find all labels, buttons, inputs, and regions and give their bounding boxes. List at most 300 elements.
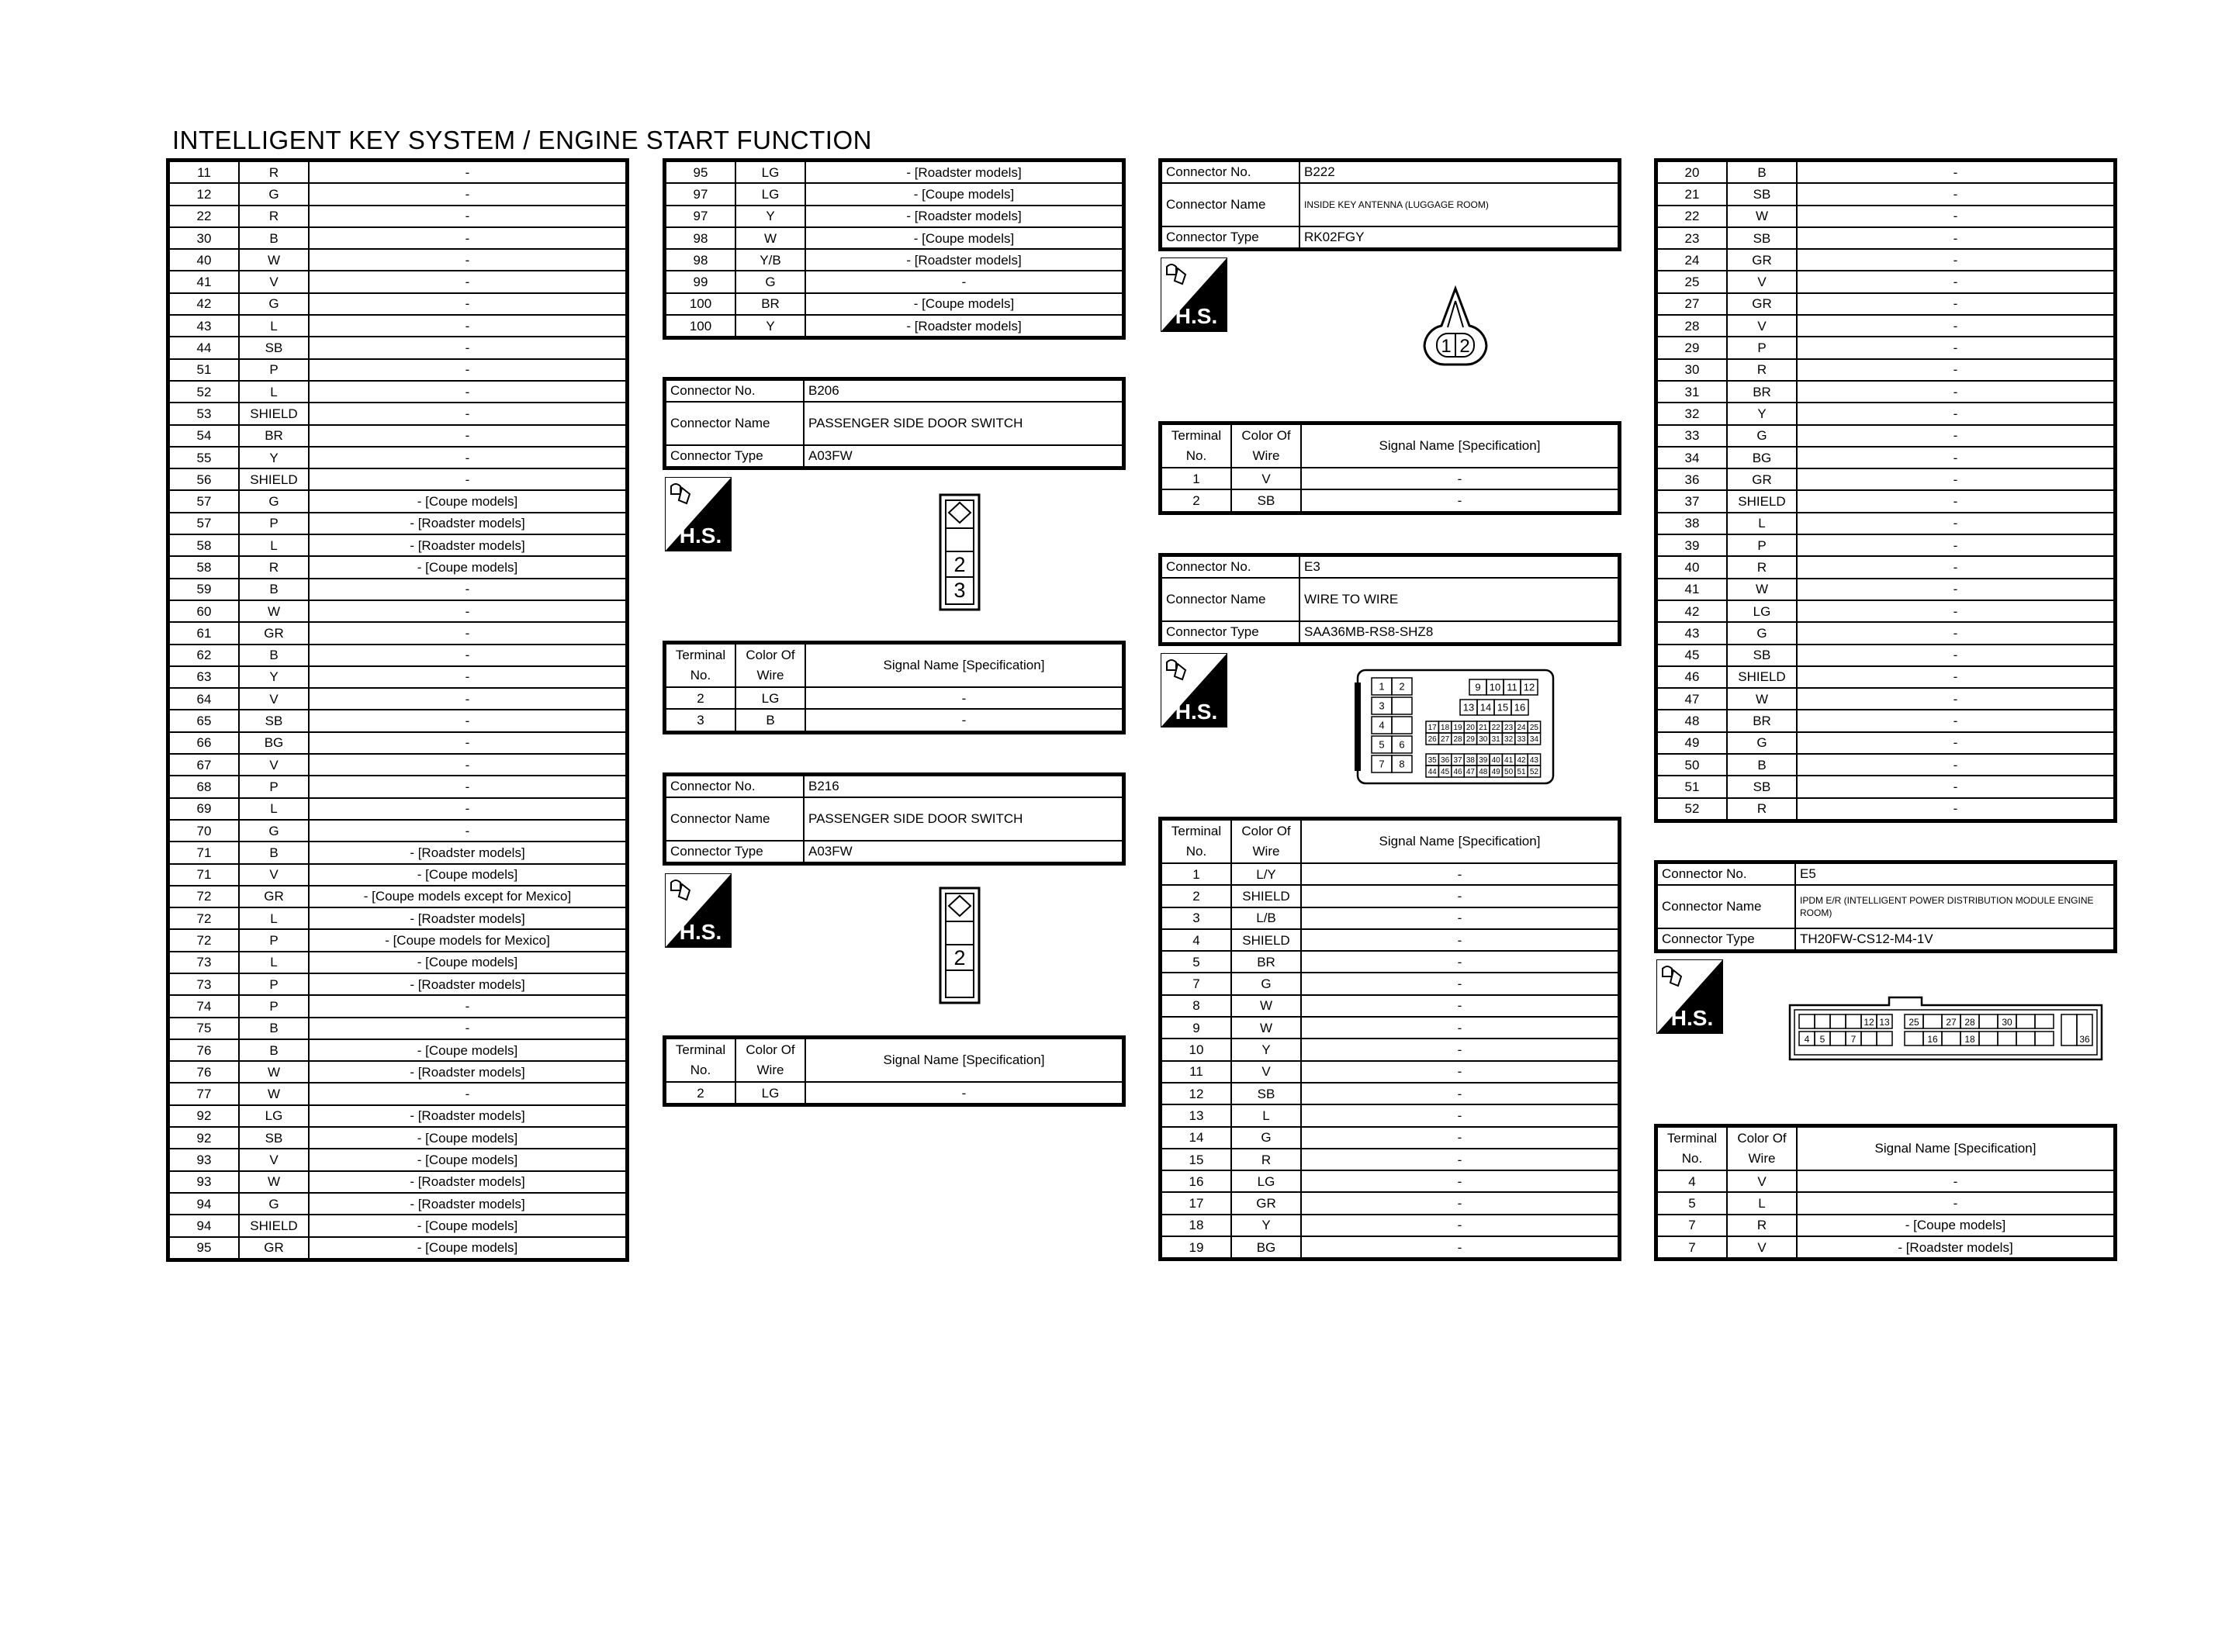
- table-row: [1657, 315, 2114, 337]
- wire-color-cell: BG: [239, 732, 309, 754]
- b216-connector-face: [939, 886, 981, 1004]
- terminal-no-cell: 48: [1657, 710, 1727, 731]
- signal-name-cell: -: [1797, 359, 2114, 381]
- connector-info-e3: [1161, 555, 1619, 644]
- terminal-no-cell: 98: [666, 227, 735, 249]
- terminal-no-cell: 92: [169, 1127, 239, 1149]
- signal-name-cell: -: [309, 995, 626, 1017]
- table-row: [169, 403, 626, 424]
- table-row: [1161, 489, 1618, 511]
- wire-color-cell: L: [239, 907, 309, 929]
- wire-color-cell: P: [1727, 337, 1797, 358]
- wire-color-cell: L/B: [1231, 907, 1301, 929]
- svg-text:2: 2: [953, 946, 966, 969]
- table-row: [1657, 579, 2114, 600]
- hs-harness-side-icon: [1656, 959, 1723, 1034]
- terminal-no-cell: 57: [169, 513, 239, 534]
- signal-name-cell: -: [1301, 1061, 1618, 1083]
- color-of-wire-header: Color Of Wire: [735, 1039, 805, 1082]
- terminal-table-b216: [665, 1038, 1123, 1104]
- wire-color-cell: L: [239, 315, 309, 337]
- signal-name-cell: -: [1301, 1017, 1618, 1039]
- signal-name-cell: - [Coupe models]: [805, 293, 1123, 315]
- wire-color-cell: GR: [239, 886, 309, 907]
- wire-color-cell: G: [239, 820, 309, 842]
- connector-name-value: IPDM E/R (INTELLIGENT POWER DISTRIBUTION MODULE ENGINE ROOM): [1795, 885, 2114, 928]
- signal-name-cell: -: [1301, 1083, 1618, 1104]
- signal-name-cell: - [Roadster models]: [309, 842, 626, 863]
- wire-color-cell: GR: [1727, 293, 1797, 315]
- signal-name-cell: -: [1301, 951, 1618, 973]
- signal-name-cell: -: [1301, 1170, 1618, 1192]
- table-row: [1657, 754, 2114, 776]
- table-row: [1657, 1192, 2114, 1214]
- terminal-no-cell: 9: [1161, 1017, 1231, 1039]
- table-row: [1657, 645, 2114, 666]
- svg-text:5: 5: [1379, 738, 1385, 751]
- table-row: [169, 227, 626, 249]
- svg-text:1: 1: [1379, 680, 1385, 693]
- svg-text:17: 17: [1427, 724, 1437, 733]
- svg-text:5: 5: [1819, 1034, 1825, 1045]
- svg-text:27: 27: [1441, 735, 1450, 745]
- terminal-no-cell: 42: [169, 293, 239, 315]
- terminal-no-cell: 19: [1161, 1236, 1231, 1258]
- wire-color-cell: SB: [239, 337, 309, 358]
- svg-text:46: 46: [1453, 768, 1462, 777]
- wire-color-cell: Y: [1231, 1039, 1301, 1060]
- svg-text:13: 13: [1879, 1017, 1890, 1028]
- terminal-no-cell: 64: [169, 688, 239, 710]
- signal-name-cell: - [Roadster models]: [805, 249, 1123, 271]
- table-row: [169, 1039, 626, 1061]
- terminal-no-cell: 7: [1161, 973, 1231, 994]
- terminal-no-cell: 51: [1657, 776, 1727, 797]
- terminal-no-cell: 93: [169, 1149, 239, 1170]
- svg-text:32: 32: [1504, 735, 1514, 745]
- terminal-no-cell: 54: [169, 425, 239, 447]
- terminal-no-header: Terminal No.: [1161, 820, 1231, 863]
- terminal-table-e3-continued: [1656, 161, 2115, 821]
- svg-text:47: 47: [1466, 768, 1475, 777]
- wire-color-cell: G: [735, 271, 805, 292]
- terminal-no-cell: 4: [1657, 1170, 1727, 1192]
- wire-color-cell: R: [239, 556, 309, 578]
- svg-text:39: 39: [1479, 756, 1488, 766]
- table-row: [1657, 1170, 2114, 1192]
- svg-text:43: 43: [1529, 756, 1538, 766]
- wire-color-cell: SB: [239, 1127, 309, 1149]
- signal-name-cell: -: [1797, 206, 2114, 227]
- hs-harness-side-icon: [1161, 653, 1227, 728]
- terminal-table-e5: [1656, 1126, 2115, 1259]
- signal-name-cell: -: [1797, 534, 2114, 556]
- signal-name-cell: - [Coupe models except for Mexico]: [309, 886, 626, 907]
- table-row: [169, 907, 626, 929]
- svg-text:19: 19: [1453, 724, 1462, 733]
- terminal-no-cell: 46: [1657, 666, 1727, 688]
- signal-name-cell: -: [1301, 907, 1618, 929]
- hs-harness-side-icon: [1161, 257, 1227, 332]
- wire-color-cell: G: [1727, 732, 1797, 754]
- signal-name-cell: -: [1797, 271, 2114, 292]
- terminal-no-cell: 41: [169, 271, 239, 292]
- wire-color-cell: LG: [1231, 1170, 1301, 1192]
- signal-name-cell: -: [309, 447, 626, 468]
- table-row: [666, 249, 1123, 271]
- wire-color-cell: BG: [1231, 1236, 1301, 1258]
- table-row: [169, 973, 626, 995]
- table-row: [1161, 863, 1618, 885]
- svg-text:37: 37: [1453, 756, 1462, 766]
- terminal-no-cell: 2: [666, 687, 735, 709]
- signal-name-cell: -: [1301, 468, 1618, 489]
- table-row: [169, 864, 626, 886]
- connector-no-value: E5: [1795, 863, 2114, 885]
- table-row: [1657, 249, 2114, 271]
- wire-color-cell: Y: [239, 666, 309, 688]
- terminal-no-cell: 28: [1657, 315, 1727, 337]
- signal-name-cell: -: [1797, 1192, 2114, 1214]
- wire-color-cell: LG: [735, 161, 805, 183]
- table-row: [1657, 447, 2114, 468]
- table-row: [1657, 183, 2114, 205]
- table-row: [169, 776, 626, 797]
- signal-name-cell: - [Roadster models]: [309, 1171, 626, 1193]
- svg-text:49: 49: [1491, 768, 1500, 777]
- svg-text:34: 34: [1529, 735, 1538, 745]
- table-row: [1161, 1149, 1618, 1170]
- connector-no-label: Connector No.: [1657, 863, 1795, 885]
- table-row: [169, 183, 626, 205]
- signal-name-cell: -: [309, 359, 626, 381]
- e3-connector-face: [1355, 667, 1556, 786]
- table-row: [666, 161, 1123, 183]
- svg-text:36: 36: [1441, 756, 1450, 766]
- svg-text:6: 6: [1399, 738, 1405, 751]
- wire-color-cell: V: [1727, 1236, 1797, 1258]
- connector-name-value: INSIDE KEY ANTENNA (LUGGAGE ROOM): [1299, 183, 1618, 226]
- wire-color-cell: L: [1231, 1104, 1301, 1126]
- terminal-no-cell: 57: [169, 490, 239, 512]
- signal-name-cell: -: [309, 468, 626, 490]
- signal-name-cell: -: [309, 206, 626, 227]
- wire-color-cell: SB: [1231, 489, 1301, 511]
- signal-name-cell: -: [309, 403, 626, 424]
- table-row: [1657, 600, 2114, 622]
- signal-name-cell: -: [1797, 513, 2114, 534]
- svg-text:2: 2: [953, 553, 966, 576]
- signal-name-cell: -: [309, 688, 626, 710]
- table-row: [666, 687, 1123, 709]
- wire-color-cell: SHIELD: [1727, 666, 1797, 688]
- terminal-no-cell: 61: [169, 622, 239, 644]
- wire-color-cell: Y: [735, 206, 805, 227]
- svg-text:52: 52: [1529, 768, 1538, 777]
- svg-text:7: 7: [1850, 1034, 1857, 1045]
- terminal-table-continued: [665, 161, 1123, 337]
- connector-name-label: Connector Name: [1161, 183, 1299, 226]
- signal-name-cell: -: [309, 227, 626, 249]
- wire-color-cell: BR: [1727, 710, 1797, 731]
- table-row: [169, 1237, 626, 1259]
- wire-color-cell: P: [239, 359, 309, 381]
- svg-text:25: 25: [1909, 1017, 1919, 1028]
- connector-type-value: A03FW: [804, 445, 1123, 467]
- terminal-table-b222: [1161, 423, 1619, 513]
- signal-name-cell: -: [309, 666, 626, 688]
- signal-name-cell: - [Roadster models]: [309, 973, 626, 995]
- table-row: [169, 995, 626, 1017]
- table-row: [1161, 1039, 1618, 1060]
- connector-type-value: SAA36MB-RS8-SHZ8: [1299, 621, 1618, 643]
- signal-name-cell: -: [309, 732, 626, 754]
- table-row: [1657, 227, 2114, 249]
- signal-name-cell: -: [1301, 885, 1618, 907]
- svg-text:21: 21: [1479, 724, 1488, 733]
- connector-no-label: Connector No.: [666, 380, 804, 402]
- wire-color-cell: BR: [1231, 951, 1301, 973]
- table-row: [666, 206, 1123, 227]
- signal-name-header: Signal Name [Specification]: [1301, 424, 1618, 468]
- hs-harness-side-icon: [665, 873, 732, 948]
- table-row: [1657, 490, 2114, 512]
- table-row: [169, 579, 626, 600]
- connector-type-value: A03FW: [804, 841, 1123, 862]
- wire-color-cell: BR: [735, 293, 805, 315]
- wire-color-cell: GR: [1727, 249, 1797, 271]
- wire-color-cell: B: [735, 709, 805, 731]
- svg-text:H.S.: H.S.: [679, 524, 722, 548]
- table-row: [169, 1105, 626, 1127]
- terminal-no-cell: 24: [1657, 249, 1727, 271]
- terminal-no-cell: 2: [666, 1082, 735, 1104]
- terminal-no-cell: 27: [1657, 293, 1727, 315]
- svg-text:14: 14: [1479, 701, 1492, 714]
- signal-name-cell: -: [1797, 732, 2114, 754]
- table-row: [1657, 513, 2114, 534]
- signal-name-cell: -: [1797, 293, 2114, 315]
- table-row: [169, 952, 626, 973]
- terminal-no-cell: 50: [1657, 754, 1727, 776]
- wire-color-cell: G: [1727, 425, 1797, 447]
- terminal-no-cell: 60: [169, 600, 239, 622]
- wire-color-cell: BR: [1727, 381, 1797, 403]
- wire-color-cell: SB: [1231, 1083, 1301, 1104]
- signal-name-cell: -: [1797, 447, 2114, 468]
- table-row: [169, 1127, 626, 1149]
- terminal-no-cell: 43: [169, 315, 239, 337]
- signal-name-cell: -: [1797, 600, 2114, 622]
- terminal-no-cell: 2: [1161, 489, 1231, 511]
- wire-color-cell: G: [1727, 622, 1797, 644]
- signal-name-cell: -: [309, 645, 626, 666]
- connector-no-value: B216: [804, 776, 1123, 797]
- svg-text:20: 20: [1466, 724, 1475, 733]
- wire-color-cell: LG: [735, 183, 805, 205]
- table-row: [1161, 907, 1618, 929]
- table-row: [169, 359, 626, 381]
- wire-color-cell: R: [1727, 556, 1797, 578]
- table-row: [169, 425, 626, 447]
- svg-text:9: 9: [1475, 681, 1481, 693]
- color-of-wire-header: Color Of Wire: [1727, 1127, 1797, 1170]
- table-row: [169, 820, 626, 842]
- terminal-no-cell: 40: [169, 249, 239, 271]
- table-row: [1657, 359, 2114, 381]
- terminal-no-cell: 95: [169, 1237, 239, 1259]
- terminal-no-cell: 12: [1161, 1083, 1231, 1104]
- wire-color-cell: Y/B: [735, 249, 805, 271]
- terminal-table-main: [168, 161, 627, 1260]
- terminal-no-cell: 1: [1161, 863, 1231, 885]
- hs-harness-side-icon: [665, 477, 732, 551]
- wire-color-cell: B: [239, 842, 309, 863]
- b222-connector-face: [1415, 285, 1496, 368]
- signal-name-cell: -: [309, 425, 626, 447]
- terminal-no-cell: 23: [1657, 227, 1727, 249]
- table-row: [169, 688, 626, 710]
- table-row: [169, 315, 626, 337]
- wire-color-cell: Y: [1727, 403, 1797, 424]
- wire-color-cell: GR: [1231, 1192, 1301, 1214]
- signal-name-cell: -: [309, 249, 626, 271]
- wire-color-cell: L: [239, 952, 309, 973]
- svg-text:35: 35: [1427, 756, 1437, 766]
- svg-text:15: 15: [1497, 701, 1509, 714]
- terminal-no-cell: 21: [1657, 183, 1727, 205]
- wire-color-cell: W: [1727, 688, 1797, 710]
- svg-text:29: 29: [1466, 735, 1475, 745]
- svg-text:2: 2: [1459, 336, 1470, 357]
- signal-name-cell: -: [309, 1083, 626, 1104]
- signal-name-cell: -: [805, 687, 1123, 709]
- table-row: [169, 381, 626, 403]
- table-row: [1657, 425, 2114, 447]
- signal-name-cell: - [Roadster models]: [805, 161, 1123, 183]
- signal-name-cell: -: [1797, 337, 2114, 358]
- wire-color-cell: R: [239, 161, 309, 183]
- terminal-no-cell: 33: [1657, 425, 1727, 447]
- connector-no-value: B222: [1299, 161, 1618, 183]
- signal-name-cell: - [Coupe models]: [1797, 1215, 2114, 1236]
- table-row: [666, 293, 1123, 315]
- connector-info-b222: [1161, 161, 1619, 249]
- svg-text:30: 30: [2002, 1017, 2012, 1028]
- signal-name-cell: -: [309, 183, 626, 205]
- terminal-no-cell: 73: [169, 973, 239, 995]
- wire-color-cell: W: [239, 1171, 309, 1193]
- table-row: [1657, 337, 2114, 358]
- table-row: [1657, 688, 2114, 710]
- signal-name-cell: - [Roadster models]: [309, 1061, 626, 1083]
- signal-name-cell: -: [309, 776, 626, 797]
- table-row: [1657, 161, 2114, 183]
- svg-text:H.S.: H.S.: [679, 920, 722, 944]
- wire-color-cell: W: [735, 227, 805, 249]
- terminal-no-cell: 95: [666, 161, 735, 183]
- terminal-no-cell: 63: [169, 666, 239, 688]
- wire-color-cell: L: [239, 534, 309, 556]
- terminal-no-header: Terminal No.: [666, 644, 735, 687]
- wire-color-cell: L: [239, 798, 309, 820]
- svg-text:45: 45: [1441, 768, 1450, 777]
- wire-color-cell: V: [239, 688, 309, 710]
- signal-name-cell: -: [1797, 710, 2114, 731]
- wire-color-cell: LG: [1727, 600, 1797, 622]
- terminal-no-cell: 52: [1657, 798, 1727, 820]
- signal-name-cell: -: [1797, 579, 2114, 600]
- table-row: [169, 490, 626, 512]
- table-row: [169, 1083, 626, 1104]
- svg-text:8: 8: [1399, 758, 1405, 770]
- signal-name-cell: - [Coupe models for Mexico]: [309, 929, 626, 951]
- svg-text:28: 28: [1964, 1017, 1975, 1028]
- wire-color-cell: W: [239, 1083, 309, 1104]
- terminal-no-cell: 37: [1657, 490, 1727, 512]
- wire-color-cell: LG: [239, 1105, 309, 1127]
- terminal-no-cell: 58: [169, 534, 239, 556]
- wire-color-cell: SHIELD: [239, 1215, 309, 1236]
- wire-color-cell: SHIELD: [1727, 490, 1797, 512]
- table-row: [1657, 293, 2114, 315]
- signal-name-header: Signal Name [Specification]: [805, 644, 1123, 687]
- table-row: [169, 468, 626, 490]
- terminal-no-cell: 93: [169, 1171, 239, 1193]
- wire-color-cell: W: [239, 600, 309, 622]
- wire-color-cell: R: [1727, 1215, 1797, 1236]
- wire-color-cell: B: [239, 227, 309, 249]
- connector-no-label: Connector No.: [666, 776, 804, 797]
- signal-name-cell: -: [309, 754, 626, 776]
- wire-color-cell: P: [239, 995, 309, 1017]
- terminal-no-cell: 67: [169, 754, 239, 776]
- table-row: [1161, 929, 1618, 951]
- signal-name-cell: -: [1797, 381, 2114, 403]
- signal-name-cell: - [Roadster models]: [309, 1193, 626, 1215]
- table-row: [1161, 1170, 1618, 1192]
- wire-color-cell: B: [239, 1018, 309, 1039]
- svg-text:25: 25: [1529, 724, 1538, 733]
- terminal-no-cell: 31: [1657, 381, 1727, 403]
- terminal-no-cell: 30: [169, 227, 239, 249]
- signal-name-cell: -: [1301, 1192, 1618, 1214]
- terminal-no-cell: 72: [169, 886, 239, 907]
- connector-type-label: Connector Type: [1161, 621, 1299, 643]
- terminal-no-header: Terminal No.: [666, 1039, 735, 1082]
- signal-name-cell: -: [1301, 489, 1618, 511]
- table-row: [169, 161, 626, 183]
- terminal-no-cell: 3: [1161, 907, 1231, 929]
- table-row: [1657, 381, 2114, 403]
- terminal-no-cell: 76: [169, 1061, 239, 1083]
- table-row: [169, 842, 626, 863]
- wire-color-cell: G: [239, 183, 309, 205]
- terminal-no-cell: 36: [1657, 468, 1727, 490]
- signal-name-cell: -: [309, 337, 626, 358]
- terminal-no-header: Terminal No.: [1161, 424, 1231, 468]
- svg-text:42: 42: [1517, 756, 1526, 766]
- terminal-no-cell: 62: [169, 645, 239, 666]
- terminal-no-cell: 32: [1657, 403, 1727, 424]
- terminal-no-cell: 22: [169, 206, 239, 227]
- terminal-no-cell: 8: [1161, 995, 1231, 1017]
- table-row: [169, 1171, 626, 1193]
- terminal-no-cell: 94: [169, 1193, 239, 1215]
- terminal-no-cell: 49: [1657, 732, 1727, 754]
- connector-type-value: TH20FW-CS12-M4-1V: [1795, 928, 2114, 950]
- table-row: [169, 534, 626, 556]
